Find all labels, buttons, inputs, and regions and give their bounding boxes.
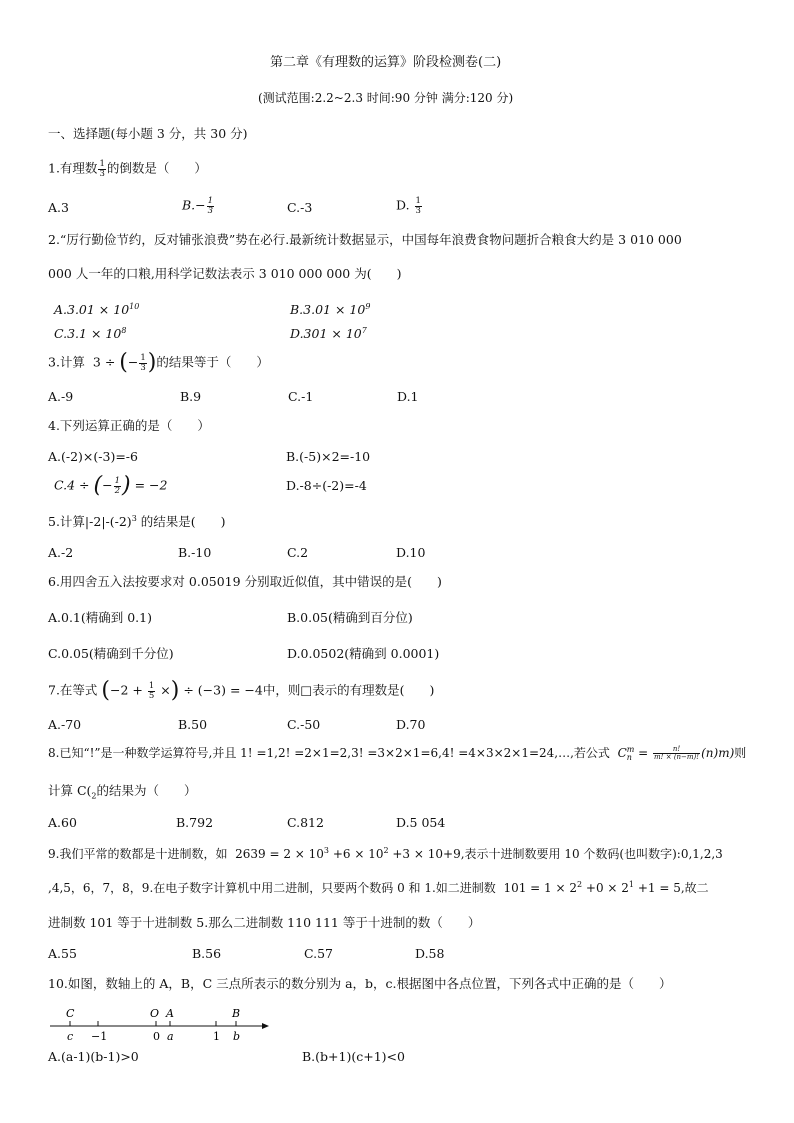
question-2-option-b: $B.3.01 \times 10^9$: [290, 301, 371, 317]
question-9-option-d: D.58: [415, 946, 445, 961]
question-1-option-d: D. $\frac{1}{3}$: [396, 196, 421, 216]
question-8-stem: 8.已知“!”是一种数学运算符号,并且 1! =1,2! =2×1=2,3! =3×2×1=6,4! =4×3×2×1=24,…,若公式 C m n = $\frac{n!}{m! \times (n-m)!}$ (n)m)则: [48, 745, 747, 762]
label-point-b: B: [232, 1007, 241, 1020]
question-2-line-2: 000 人一年的口粮,用科学记数法表示 3 010 000 000 为( ): [48, 266, 402, 281]
question-2-option-c: $C.3.1 \times 10^8$: [54, 325, 127, 341]
question-5-option-a: A.-2: [48, 545, 74, 560]
question-2-option-d: $D.301 \times 10^7$: [290, 325, 367, 341]
question-9-line-1: 9.我们平常的数都是十进制数，如 $2639 = 2 \times 10^3 +6 \times 10^2 +3 \times 10+9$,表示十进制数要用 10 个数码(也叫数字):0,1,2,3: [48, 846, 723, 861]
question-9-line-3: 进制数 101 等于十进制数 5.那么二进制数 110 111 等于十进制的数（ ）: [48, 915, 481, 930]
question-7-stem: 7.在等式 (−2 + $\frac{1}{5}$ ×) ÷ (−3) = −4中，则□表示的有理数是( ): [48, 678, 435, 703]
question-8-option-b: B.792: [176, 815, 214, 830]
question-10-stem: 10.如图，数轴上的 A，B，C 三点所表示的数分别为 a，b，c.根据图中各点位置，下列各式中正确的是（ ）: [48, 976, 672, 991]
question-3-option-b: B.9: [180, 389, 202, 404]
question-8-option-d: D.5 054: [396, 815, 446, 830]
question-6-stem: 6.用四舍五入法按要求对 0.05019 分别取近似值，其中错误的是( ): [48, 574, 442, 589]
question-5-option-d: D.10: [396, 545, 426, 560]
question-7-option-a: A.-70: [48, 717, 82, 732]
label-value-0: 0: [153, 1030, 160, 1043]
question-6-option-b: B.0.05(精确到百分位): [287, 610, 413, 625]
question-2-line-1: 2.“厉行勤俭节约，反对铺张浪费”势在必行.最新统计数据显示，中国每年浪费食物问题折合粮食大约是 3 010 000: [48, 232, 682, 247]
question-7-option-c: C.-50: [287, 717, 321, 732]
number-line-figure: [44, 1004, 274, 1046]
question-9-line-2: ,4,5，6，7，8，9.在电子数字计算机中用二进制，只要两个数码 0 和 1.如二进制数 $101 = 1 \times 2^2 +0 \times 2^1 +1 = 5$,故二: [48, 880, 709, 895]
question-3-stem: 3.计算 3 ÷ (− $\frac{1}{3}$ )的结果等于（ ）: [48, 350, 269, 375]
question-4-option-d: D.-8÷(-2)=-4: [286, 478, 367, 493]
question-1-stem: 1.有理数 $\frac{1}{3}$ 的倒数是（ ）: [48, 159, 207, 179]
question-6-option-a: A.0.1(精确到 0.1): [48, 610, 152, 625]
question-8-option-a: A.60: [48, 815, 77, 830]
question-5-option-b: B.-10: [178, 545, 212, 560]
question-1-option-a: A.3: [48, 200, 69, 215]
question-9-option-a: A.55: [48, 946, 77, 961]
question-10-option-b: B.(b+1)(c+1)<0: [302, 1049, 405, 1064]
question-7-option-b: B.50: [178, 717, 208, 732]
label-value-a: a: [167, 1030, 174, 1043]
question-9-option-b: B.56: [192, 946, 222, 961]
question-8-option-c: C.812: [287, 815, 324, 830]
label-point-o: O: [150, 1007, 160, 1020]
question-4-option-a: A.(-2)×(-3)=-6: [48, 449, 138, 464]
question-1-option-b: B.− $\frac{1}{3}$: [182, 196, 214, 216]
question-2-option-a: $A.3.01 \times 10^{10}$: [54, 301, 140, 317]
label-point-c: C: [66, 1007, 75, 1020]
question-4-option-c: C.4 ÷ (− $\frac{1}{2}$ ) = −2: [54, 473, 168, 498]
question-6-option-c: C.0.05(精确到千分位): [48, 646, 174, 661]
question-3-option-a: A.-9: [48, 389, 74, 404]
question-4-option-b: B.(-5)×2=-10: [286, 449, 371, 464]
page-subtitle: (测试范围:2.2~2.3 时间:90 分钟 满分:120 分): [258, 91, 514, 105]
label-value-b: b: [233, 1030, 241, 1043]
question-4-stem: 4.下列运算正确的是（ ）: [48, 418, 210, 433]
number-line-arrow: [262, 1023, 269, 1029]
question-3-option-c: C.-1: [288, 389, 314, 404]
question-5-stem: 5.计算$|-2|-(-2)^3$ 的结果是( ): [48, 513, 226, 529]
question-8-line-2: 计算 $C(_2$的结果为（ ）: [48, 783, 197, 801]
label-point-a: A: [166, 1007, 174, 1020]
question-5-option-c: C.2: [287, 545, 309, 560]
section-heading: 一、选择题(每小题 3 分，共 30 分): [48, 126, 248, 141]
question-1-option-c: C.-3: [287, 200, 313, 215]
question-3-option-d: D.1: [397, 389, 419, 404]
question-6-option-d: D.0.0502(精确到 0.0001): [287, 646, 440, 661]
question-9-option-c: C.57: [304, 946, 333, 961]
label-value-minus-1: −1: [91, 1030, 108, 1043]
question-7-option-d: D.70: [396, 717, 426, 732]
label-value-c: c: [67, 1030, 74, 1043]
page-title: 第二章《有理数的运算》阶段检测卷(二): [270, 55, 502, 70]
question-10-option-a: A.(a-1)(b-1)>0: [48, 1049, 139, 1064]
label-value-1: 1: [213, 1030, 220, 1043]
